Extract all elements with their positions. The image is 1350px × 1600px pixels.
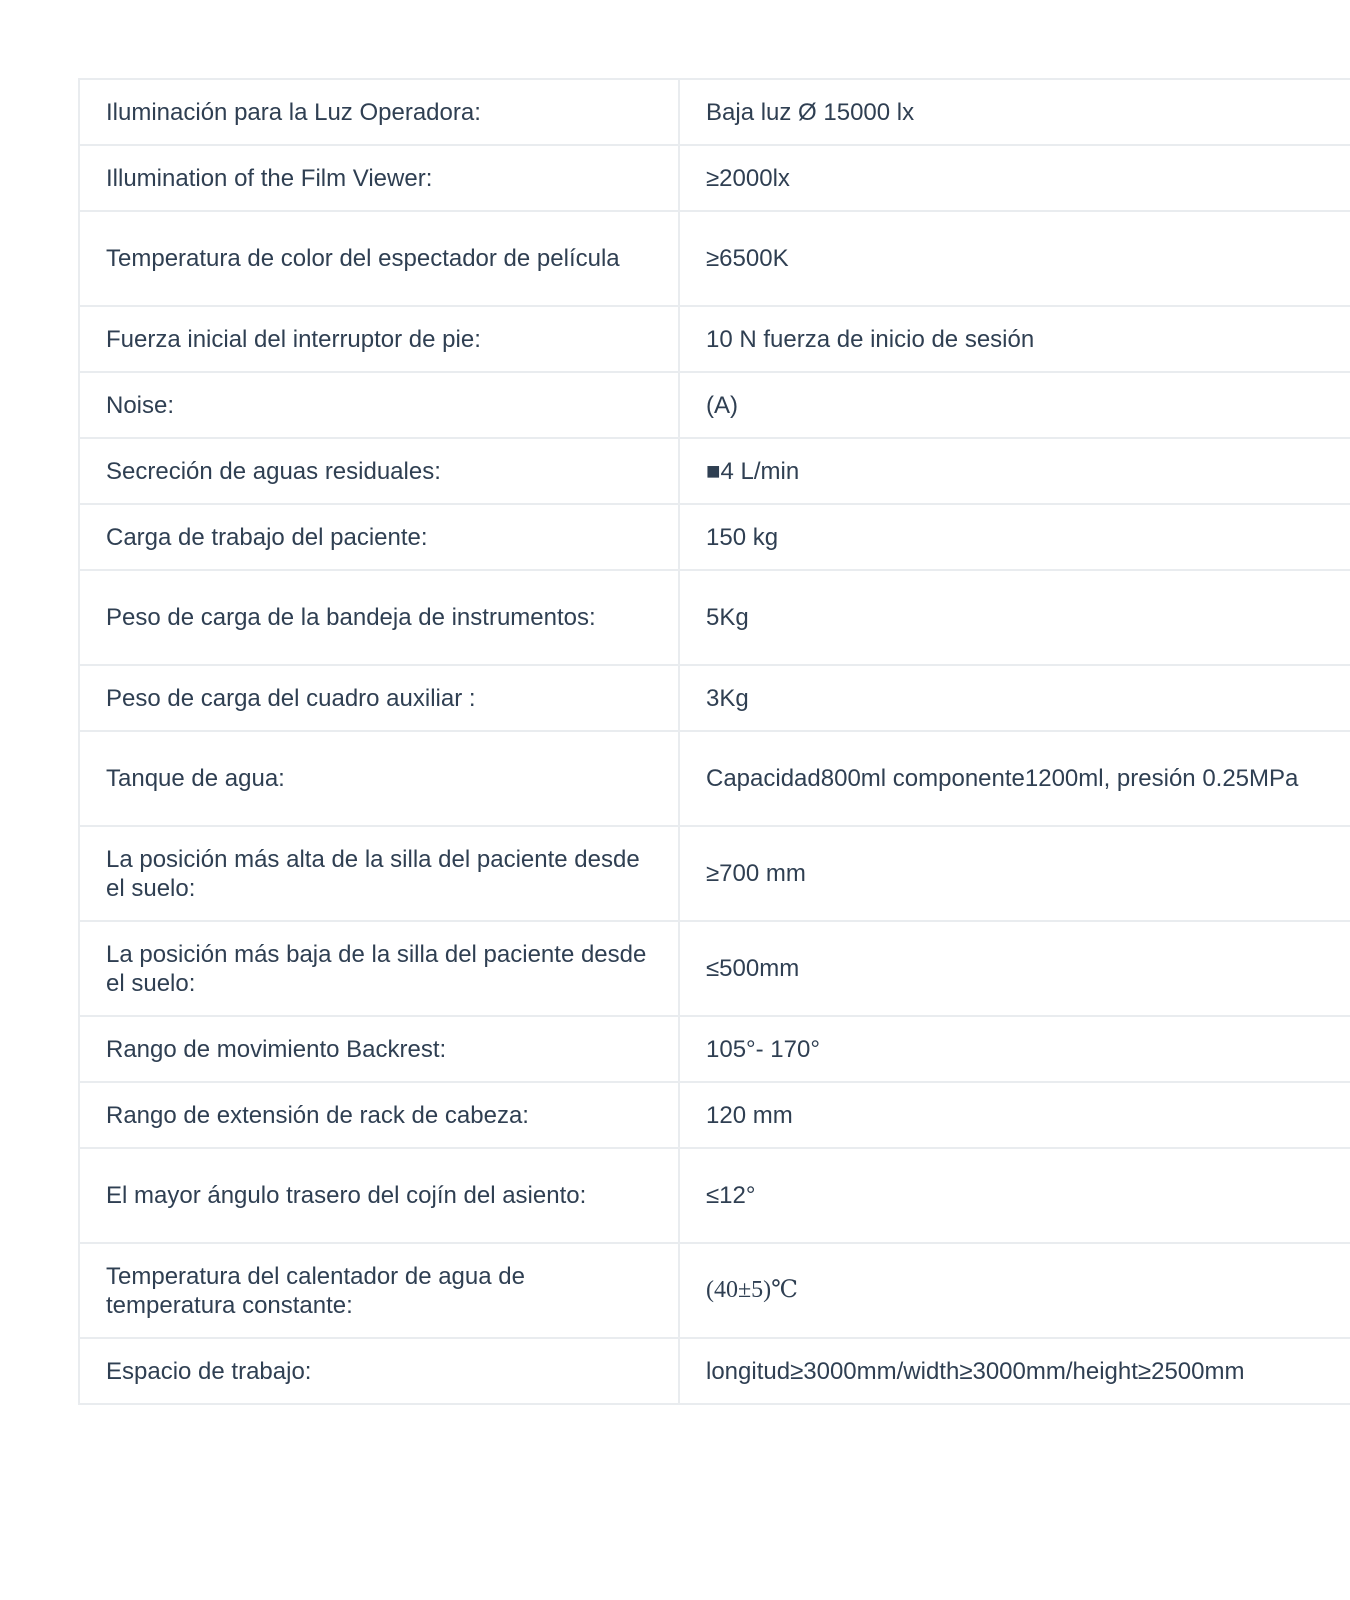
table-row xyxy=(79,921,1350,1016)
spec-label: Tanque de agua: xyxy=(79,731,679,826)
table-row xyxy=(79,1016,1350,1082)
spec-value: 105°- 170° xyxy=(679,1016,1350,1082)
spec-value: ≥6500K xyxy=(679,211,1350,306)
table-row xyxy=(79,826,1350,921)
table-row xyxy=(79,731,1350,826)
spec-value: Baja luz Ø 15000 lx xyxy=(679,79,1350,145)
table-row xyxy=(79,79,1350,145)
table-row xyxy=(79,665,1350,731)
spec-label: Rango de extensión de rack de cabeza: xyxy=(79,1082,679,1148)
table-row xyxy=(79,1082,1350,1148)
table-row xyxy=(79,211,1350,306)
spec-value: ≥700 mm xyxy=(679,826,1350,921)
spec-label: Noise: xyxy=(79,372,679,438)
specifications-table xyxy=(78,78,1350,1405)
spec-value: 150 kg xyxy=(679,504,1350,570)
spec-value: 10 N fuerza de inicio de sesión xyxy=(679,306,1350,372)
spec-label: Temperatura del calentador de agua de temperatura constante: xyxy=(79,1243,679,1338)
spec-label: La posición más baja de la silla del paciente desde el suelo: xyxy=(79,921,679,1016)
table-row xyxy=(79,372,1350,438)
spec-value: (A) xyxy=(679,372,1350,438)
table-row xyxy=(79,1338,1350,1404)
spec-label: El mayor ángulo trasero del cojín del asiento: xyxy=(79,1148,679,1243)
spec-label: Temperatura de color del espectador de película xyxy=(79,211,679,306)
spec-label: Iluminación para la Luz Operadora: xyxy=(79,79,679,145)
spec-label: Peso de carga de la bandeja de instrumentos: xyxy=(79,570,679,665)
spec-value: ≤12° xyxy=(679,1148,1350,1243)
table-row xyxy=(79,306,1350,372)
table-row xyxy=(79,1148,1350,1243)
spec-label: Carga de trabajo del paciente: xyxy=(79,504,679,570)
spec-value: 5Kg xyxy=(679,570,1350,665)
spec-value: longitud≥3000mm/width≥3000mm/height≥2500mm xyxy=(679,1338,1350,1404)
spec-label: Espacio de trabajo: xyxy=(79,1338,679,1404)
spec-value: 3Kg xyxy=(679,665,1350,731)
table-row xyxy=(79,570,1350,665)
spec-label: Peso de carga del cuadro auxiliar : xyxy=(79,665,679,731)
table-row xyxy=(79,438,1350,504)
spec-value: Capacidad800ml componente1200ml, presión 0.25MPa xyxy=(679,731,1350,826)
spec-label: La posición más alta de la silla del paciente desde el suelo: xyxy=(79,826,679,921)
spec-value: ≥2000lx xyxy=(679,145,1350,211)
spec-label: Secreción de aguas residuales: xyxy=(79,438,679,504)
spec-value: ■4 L/min xyxy=(679,438,1350,504)
table-row xyxy=(79,504,1350,570)
spec-label: Rango de movimiento Backrest: xyxy=(79,1016,679,1082)
spec-value: (40±5)℃ xyxy=(679,1243,1350,1338)
spec-value: 120 mm xyxy=(679,1082,1350,1148)
spec-value: ≤500mm xyxy=(679,921,1350,1016)
spec-label: Fuerza inicial del interruptor de pie: xyxy=(79,306,679,372)
table-row xyxy=(79,1243,1350,1338)
table-row xyxy=(79,145,1350,211)
spec-label: Illumination of the Film Viewer: xyxy=(79,145,679,211)
